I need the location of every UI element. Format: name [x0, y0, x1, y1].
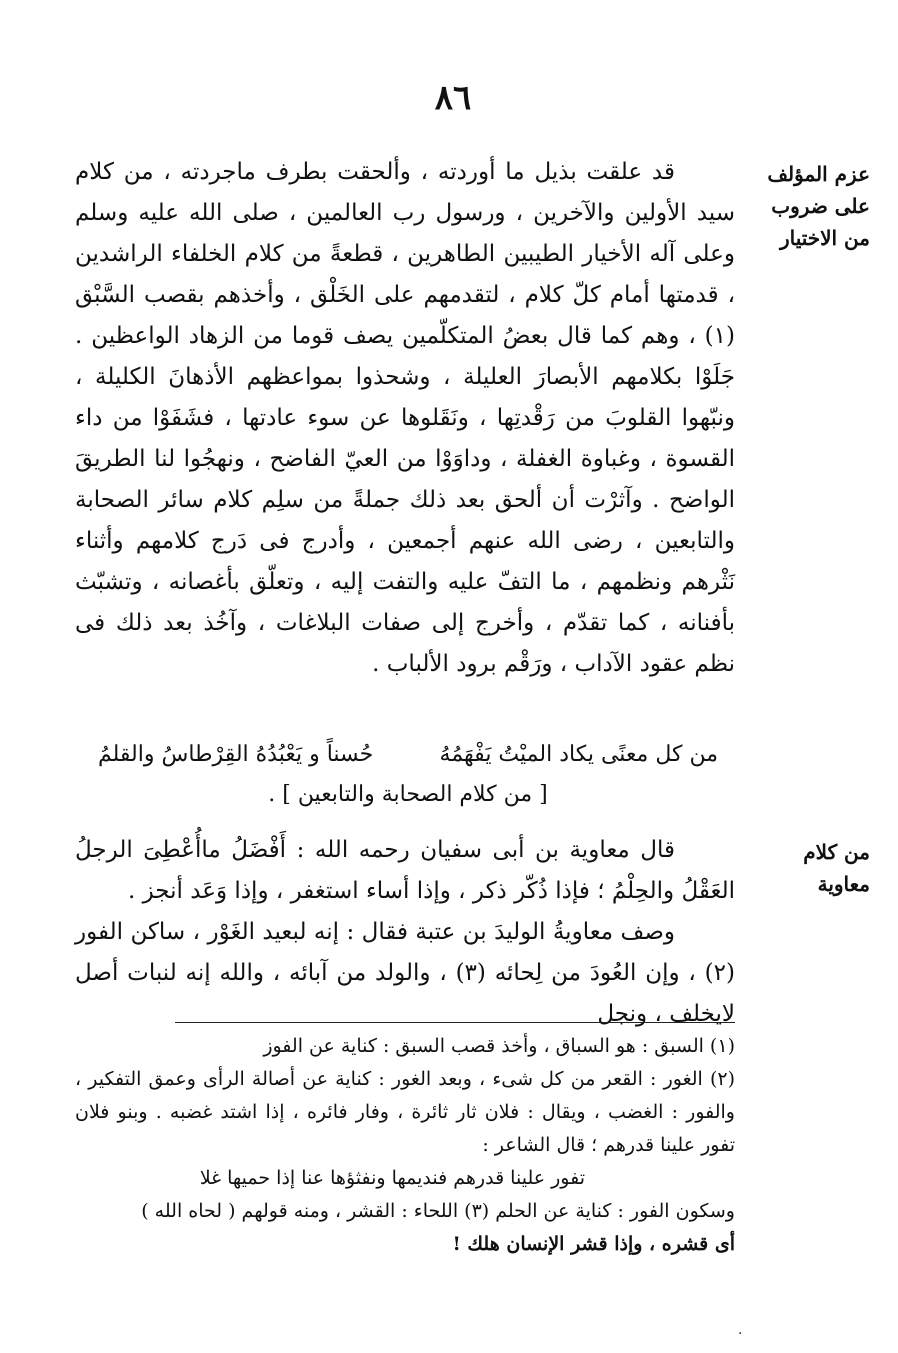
- walid-saying: وصف معاويةُ الوليدَ بن عتبة فقال : إنه لبعيد الغَوْر ، ساكن الفور (٢) ، وإن العُودَ من لِحائه (٣) ، والولد من آبائه ، والله إنه لنبات أصل لايخلف ، ونجل: [75, 919, 736, 1027]
- muawiya-text: [75, 830, 735, 1035]
- verse-second-hemistich: حُسناً و يَعْبُدُهُ القِرْطاسُ والقلمُ: [98, 742, 374, 767]
- page-dot-mark: ·: [738, 1326, 743, 1342]
- verse-block: [98, 735, 718, 815]
- footnotes: [75, 1030, 735, 1261]
- main-text: [75, 152, 735, 685]
- footnote-divider: [175, 1022, 735, 1023]
- margin-note-author-intent: عزم المؤلف على ضروب من الاختيار: [767, 162, 870, 250]
- footnote-3: وسكون الفور : كناية عن الحلم (٣) اللحاء : القشر ، ومنه قولهم ( لحاه الله ): [141, 1200, 735, 1222]
- footnote-1: (١) السبق : هو السباق ، وأخذ قصب السبق : كناية عن الفوز: [263, 1035, 735, 1057]
- page-number: ٨٦: [434, 78, 472, 118]
- margin-note-muawiya: من كلام معاوية: [803, 840, 870, 896]
- verse-first-hemistich: من كل معنًى يكاد الميْتُ يَفْهَمُهُ: [439, 742, 718, 767]
- footnote-3-end: أى قشره ، وإذا قشر الإنسان هلك !: [452, 1233, 735, 1255]
- section-heading: [ من كلام الصحابة والتابعين ] .: [268, 782, 548, 807]
- intro-paragraph: قد علقت بذيل ما أوردته ، وألحقت بطرف ماجردته ، من كلام سيد الأولين والآخرين ، ورسول رب العالمين ، صلى الله عليه وسلم وعلى آله الأخيار الطيبين الطاهرين ، قطعةً من كلام الخلفاء الراشدين ، قدمتها أمام كلّ كلام ، لتقدمهم على الخَلْق ، وأخذهم بقصب السَّبْق (١) ، وهم كما قال بعضُ المتكلّمين يصف قوما من الزهاد الواعظين . جَلَوْا بكلامهم الأبصارَ العليلة ، وشحذوا بمواعظهم الأذهانَ الكليلة ، ونبّهوا القلوبَ من رَقْدتِها ، ونَقَلوها عن سوء عادتها ، فشَفَوْا من داء القسوة ، وغباوة الغفلة ، وداوَوْا من العيّ الفاضح ، ونهجُوا لنا الطريقَ الواضح . وآثرْت أن ألحق بعد ذلك جملةً من سلِم كلام سائر الصحابة والتابعين ، رضى الله عنهم أجمعين ، وأدرج فى دَرج كلامهم وأثناء نَثْرهم ونظمهم ، ما التفّ عليه والتفت إليه ، وتعلّق بأغصانه ، وتشبّث بأفنانه ، كما تقدّم ، وأخرج إلى صفات البلاغات ، وآخُذ بعد ذلك فى نظم عقود الآداب ، ورَقْم برود الألباب .: [75, 159, 735, 677]
- muawiya-saying: قال معاوية بن أبى سفيان رحمه الله : أَفْضَلُ ماأُعْطِىَ الرجلُ العَقْلُ والحِلْمُ ؛ فإذا ذُكّر ذكر ، وإذا أساء استغفر ، وإذا وَعَد أنجز .: [75, 837, 735, 904]
- footnote-2-verse: تفور علينا قدرهم فنديمها ونفثؤها عنا إذا حميها غلا: [199, 1167, 585, 1189]
- footnote-2: (٢) الغور : القعر من كل شىء ، وبعد الغور : كناية عن أصالة الرأى وعمق التفكير ، والفور : الغضب ، ويقال : فلان ثار ثائرة ، وفار فائره ، إذا اشتد غضبه . وبنو فلان تفور علينا قدرهم ؛ قال الشاعر :: [75, 1068, 735, 1156]
